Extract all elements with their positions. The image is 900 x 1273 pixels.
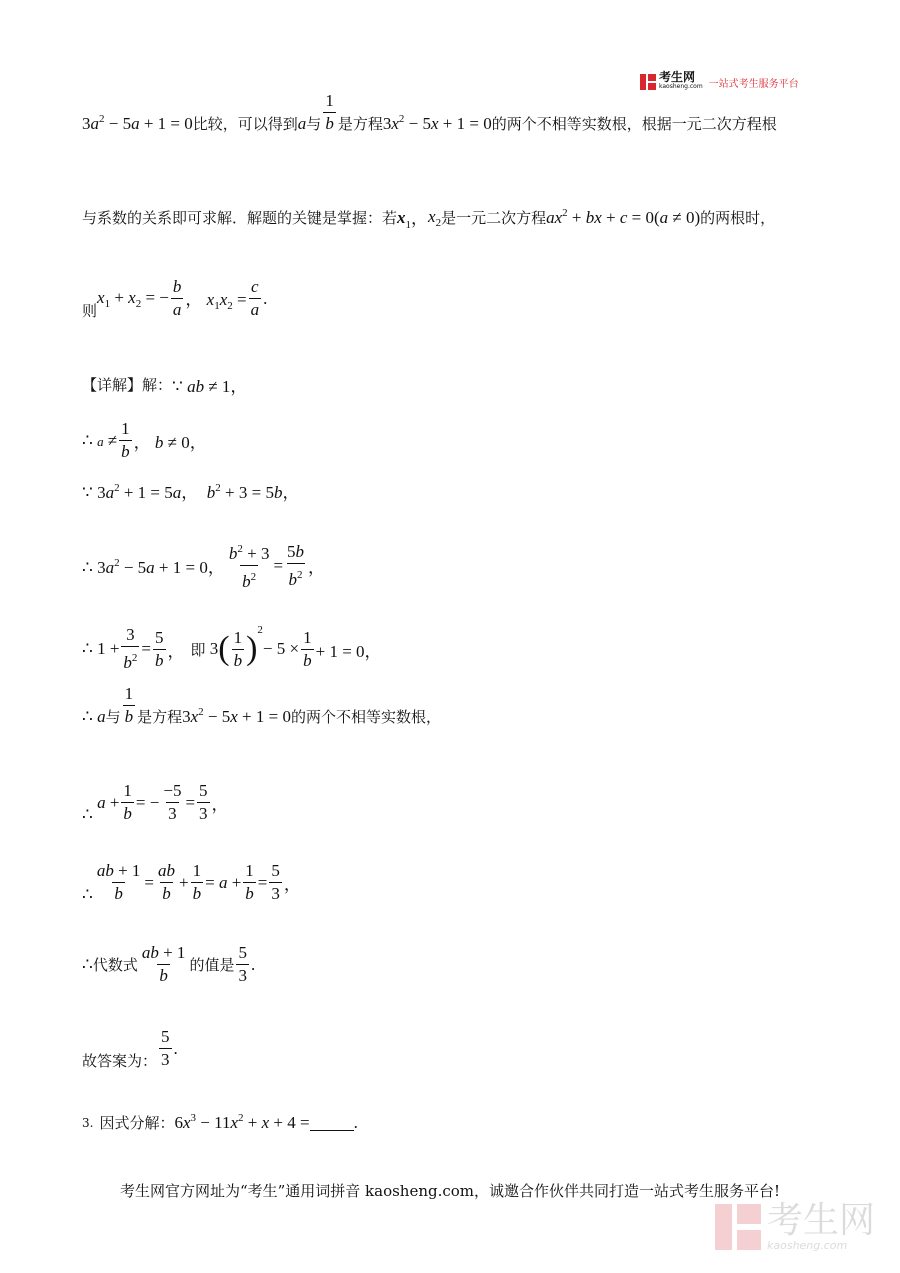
step-roots: ∴ a 与 $\frac{1}{b}$ 是方程 $3x^2 - 5x + 1 = 0$ 的两个不相等实数根， [82,684,441,726]
line-1-text-a: 比较，可以得到 [192,115,298,133]
step-roots-gen: 的两个不相等实数根， [290,708,441,726]
step-expr: ∴ $\frac{ab + 1}{b}$ = $\frac{ab}{b}$ + $\frac{1}{b}$ = a + $\frac{1}{b}$ = $\frac{5}{3}$ ， [82,861,301,904]
answer-line: 故答案为： $\frac{5}{3}$ . [82,1027,178,1070]
watermark-logo [715,1202,875,1252]
line-2: 与系数的关系即可求解．解题的关键是掌握：若 x $_1$， $x_2$ 是一元二次方程 $ax^2$ + bx + c = 0(a ≠ 0) 的两根时， [82,206,776,231]
line-2-text-c: 的两根时， [700,209,776,227]
step-value-zhishi: 的值是 [189,956,235,974]
header-logo [640,72,799,92]
line-2-text-a: 与系数的关系即可求解．解题的关键是掌握：若 [82,209,398,227]
step-roots-yu: 与 [105,708,121,726]
logo-en: kaosheng.com [659,83,703,90]
line-1-text-d: 的两个不相等实数根，根据一元二次方程根 [491,115,777,133]
question-3-label: 因式分解： [99,1114,175,1132]
logo-icon [640,74,656,90]
answer-label: 故答案为： [82,1052,158,1070]
line-3-ze: 则 [82,302,98,320]
detail-head: 【详解】解： ∵ ab ≠ 1， [82,376,248,396]
line-1-text-b: 与 [306,115,322,133]
line-3: 则 $x_1 + x_2$ = − $\frac{b}{a}$ ， $x_1x_2$ = $\frac{c}{a}$ . [82,277,268,320]
line-2-text-b: 是一元二次方程 [441,209,547,227]
step-sum: ∴ a + $\frac{1}{b}$ = − $\frac{-5}{3}$ = $\frac{5}{3}$ ， [82,781,229,824]
line-1-text-c: 是方程 [337,115,383,133]
watermark-en: kaosheng.com [767,1239,848,1252]
header-slogan: 一站式考生服务平台 [708,78,799,90]
question-3-number: 3. [82,1115,94,1130]
step-roots-shi: 是方程 [137,708,183,726]
footer-text: 考生网官方网址为“考生”通用词拼音 kaosheng.com，诚邀合作伙伴共同打造一站式考生服务平台! [119,1182,781,1200]
logo-cn: 考生网 [659,70,696,84]
step-value: ∴ 代数式 $\frac{ab + 1}{b}$ 的值是 $\frac{5}{3}$ . [82,943,256,985]
answer-blank[interactable] [310,1114,354,1131]
detail-label: 【详解】解： [82,376,173,394]
step-a-ne: ∴ a ≠ $\frac{1}{b}$ ， b ≠ 0， [82,419,207,461]
step-value-daishu: 代数式 [92,956,138,974]
step-ji: 即 [190,640,206,659]
watermark-cn: 考生网 [767,1200,876,1241]
watermark-icon [715,1204,761,1250]
step-therefore-1: ∴ $3a^2 - 5a + 1 = 0$， $\frac{b^2 + 3}{b^2}$ = $\frac{5b}{b^2}$ ， [82,541,326,591]
step-therefore-2: ∴ 1 + $\frac{3}{b^2}$ = $\frac{5}{b}$ ， 即 3 ( $\frac{1}{b}$ ) $^2$ − 5 × $\frac{1}{b}$ + 1 = 0， [82,624,382,672]
logo-text [659,72,703,92]
step-because: ∵ $3a^2 + 1 = 5a$， $b^2 + 3 = 5b$， [82,482,300,502]
line-1: $3a^2 - 5a + 1 = 0$ 比较，可以得到 a 与 $\frac{1}{b}$ 是方程 $3x^2 - 5x + 1 = 0$ 的两个不相等实数根，根据一元二次方程根 [82,91,777,133]
question-3: 3. 因式分解： $6x^3 - 11x^2 + x + 4$ = . [82,1112,358,1132]
